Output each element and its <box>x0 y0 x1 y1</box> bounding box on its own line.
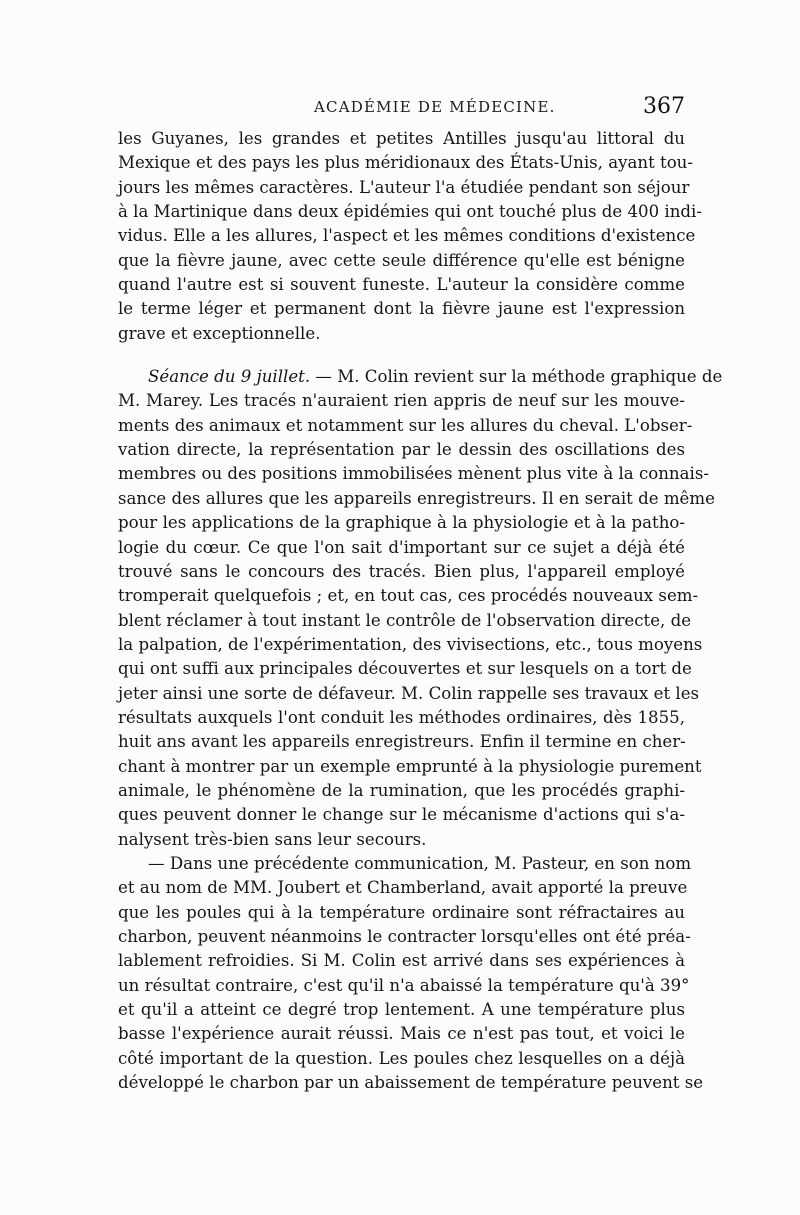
text-line: ques peuvent donner le change sur le mécanisme d'actions qui s'a- <box>118 805 685 825</box>
text-line: membres ou des positions immobilisées mènent plus vite à la connais- <box>118 464 709 484</box>
text-line: huit ans avant les appareils enregistreurs. Enfin il termine en cher- <box>118 732 686 752</box>
text-line: sance des allures que les appareils enregistreurs. Il en serait de même <box>118 488 715 508</box>
text-line <box>118 365 723 389</box>
text-line: jeter ainsi une sorte de défaveur. M. Colin rappelle ses travaux et les <box>118 683 700 703</box>
text-line: logie du cœur. Ce que l'on sait d'important sur ce sujet a déjà été <box>118 537 685 557</box>
page-number: 367 <box>643 94 685 119</box>
paragraph <box>118 852 704 1095</box>
text-line: animale, le phénomène de la rumination, que les procédés graphi- <box>118 780 685 800</box>
text-line: M. Marey. Les tracés n'auraient rien appris de neuf sur les mouve- <box>118 391 685 411</box>
text-line: quand l'autre est si souvent funeste. L'auteur la considère comme <box>118 275 685 295</box>
session-date-label: Séance du 9 juillet. <box>148 367 311 387</box>
text-line: vation directe, la représentation par le dessin des oscillations des <box>118 440 685 460</box>
running-head: ACADÉMIE DE MÉDECINE. <box>314 98 556 116</box>
text-line: tromperait quelquefois ; et, en tout cas, ces procédés nouveaux sem- <box>118 586 699 606</box>
text-line: vidus. Elle a les allures, l'aspect et les mêmes conditions d'existence <box>118 226 696 246</box>
text-line: les Guyanes, les grandes et petites Antilles jusqu'au littoral du <box>118 129 685 148</box>
text-line: charbon, peuvent néanmoins le contracter lorsqu'elles ont été préa- <box>118 927 691 946</box>
text-fragment: — M. Colin revient sur la méthode graphique de <box>310 367 723 387</box>
text-line: lablement refroidies. Si M. Colin est arrivé dans ses expériences à <box>118 951 685 971</box>
paragraph-gap <box>118 346 685 365</box>
page-header <box>118 94 685 124</box>
text-line: nalysent très-bien sans leur secours. <box>118 829 427 849</box>
text-line: basse l'expérience aurait réussi. Mais ce n'est pas tout, et voici le <box>118 1024 685 1044</box>
text-line: développé le charbon par un abaissement de température peuvent se <box>118 1073 704 1093</box>
text-line: un résultat contraire, c'est qu'il n'a abaissé la température qu'à 39° <box>118 975 690 995</box>
text-line: à la Martinique dans deux épidémies qui ont touché plus de 400 indi- <box>118 202 702 222</box>
text-line: et qu'il a atteint ce degré trop lentement. A une température plus <box>118 1000 685 1020</box>
text-line: la palpation, de l'expérimentation, des vivisections, etc., tous moyens <box>118 634 703 654</box>
text-line: Mexique et des pays les plus méridionaux des États-Unis, ayant tou- <box>118 153 693 173</box>
text-line: pour les applications de la graphique à la physiologie et à la patho- <box>118 513 685 533</box>
text-line: et au nom de MM. Joubert et Chamberland, avait apporté la preuve <box>118 878 688 898</box>
text-line: grave et exceptionnelle. <box>118 323 321 343</box>
text-line: que les poules qui à la température ordinaire sont réfractaires au <box>118 902 685 922</box>
text-line: qui ont suffi aux principales découvertes et sur lesquels on a tort de <box>118 659 692 679</box>
text-line: ments des animaux et notamment sur les allures du cheval. L'obser- <box>118 415 693 435</box>
text-line: le terme léger et permanent dont la fièvre jaune est l'expression <box>118 299 685 319</box>
paragraph <box>118 127 702 346</box>
text-line: chant à montrer par un exemple emprunté à la physiologie purement <box>118 756 702 776</box>
text-line: que la fièvre jaune, avec cette seule différence qu'elle est bénigne <box>118 250 685 270</box>
text-line: trouvé sans le concours des tracés. Bien plus, l'appareil employé <box>118 561 685 581</box>
text-line: côté important de la question. Les poules chez lesquelles on a déjà <box>118 1048 685 1068</box>
text-line: jours les mêmes caractères. L'auteur l'a étudiée pendant son séjour <box>118 177 690 197</box>
text-line: — Dans une précédente communication, M. Pasteur, en son nom <box>148 853 692 873</box>
text-line: résultats auxquels l'ont conduit les méthodes ordinaires, dès 1855, <box>118 707 685 727</box>
paragraph <box>118 365 723 852</box>
text-line: blent réclamer à tout instant le contrôle de l'observation directe, de <box>118 610 692 630</box>
body-text <box>118 127 723 1095</box>
